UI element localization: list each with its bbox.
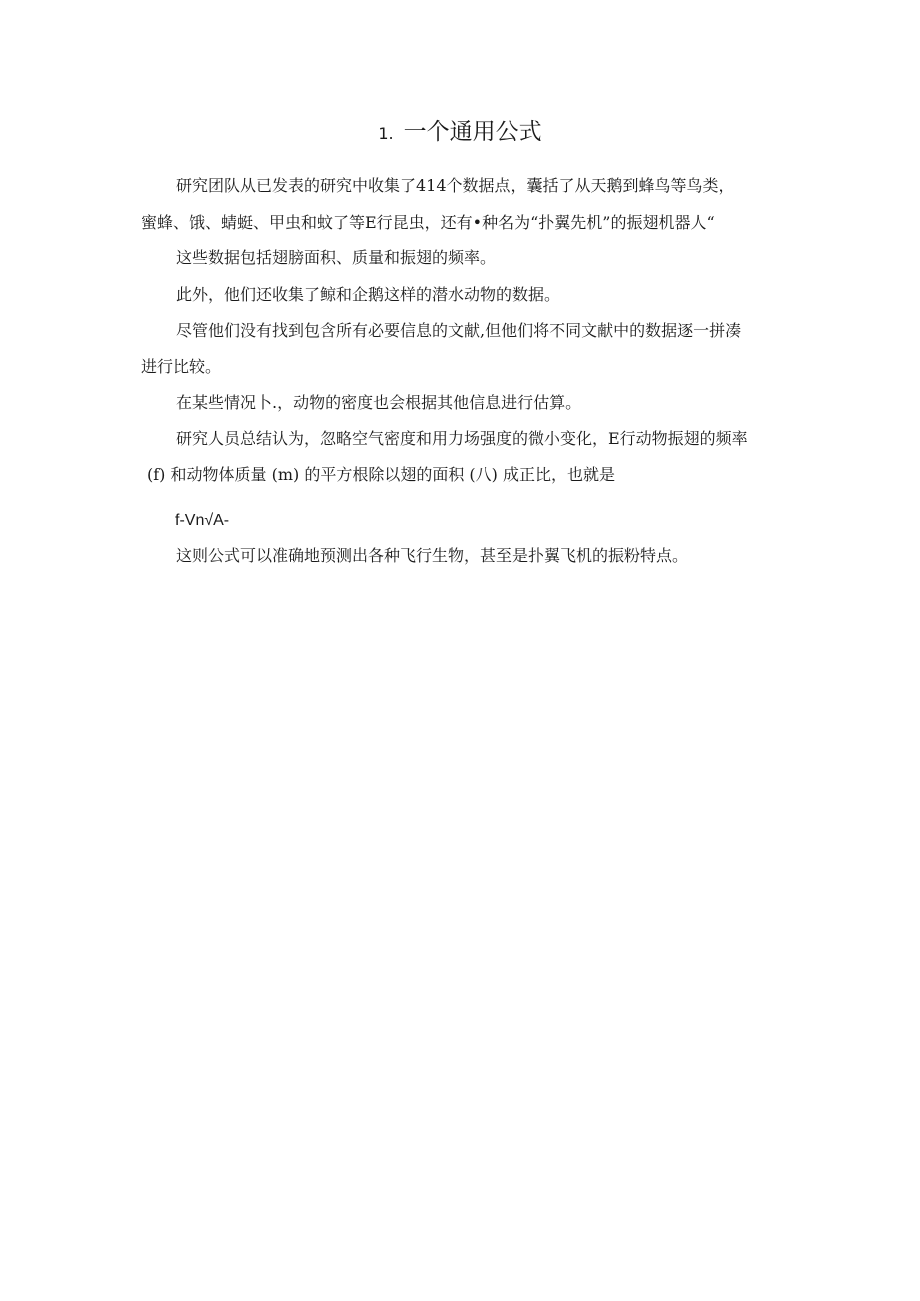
paragraph-4-line-2: 进行比较。 bbox=[141, 357, 222, 376]
section-title: 一个通用公式 bbox=[403, 119, 542, 145]
section-number: 1. bbox=[378, 124, 394, 143]
paragraph-5: 在某些情况卜.，动物的密度也会根据其他信息进行估算。 bbox=[176, 393, 582, 412]
paragraph-6-line-2: (f) 和动物体质量 (m) 的平方根除以翅的面积 (八) 成正比，也就是 bbox=[147, 465, 615, 484]
paragraph-1-line-1: 研究团队从已发表的研究中收集了414个数据点，囊括了从天鹅到蜂鸟等鸟类， bbox=[176, 176, 735, 195]
paragraph-1-line-2: 蜜蜂、饿、蜻蜓、甲虫和蚊了等E行昆虫，还有•种名为“扑翼先机”的振翅机器人“ bbox=[141, 213, 715, 232]
formula: f-Vn√A- bbox=[175, 512, 230, 529]
paragraph-4-line-1: 尽管他们没有找到包含所有必要信息的文献,但他们将不同文献中的数据逐一拼凑 bbox=[176, 321, 742, 340]
paragraph-2: 这些数据包括翅膀面积、质量和振翅的频率。 bbox=[176, 248, 497, 267]
paragraph-6-line-1: 研究人员总结认为，忽略空气密度和用力场强度的微小变化，E行动物振翅的频率 bbox=[176, 429, 748, 448]
paragraph-7: 这则公式可以准确地预测出各种飞行生物，甚至是扑翼飞机的振粉特点。 bbox=[176, 546, 689, 565]
paragraph-3: 此外，他们还收集了鲸和企鹅这样的潜水动物的数据。 bbox=[176, 285, 561, 304]
section-heading bbox=[0, 117, 920, 149]
